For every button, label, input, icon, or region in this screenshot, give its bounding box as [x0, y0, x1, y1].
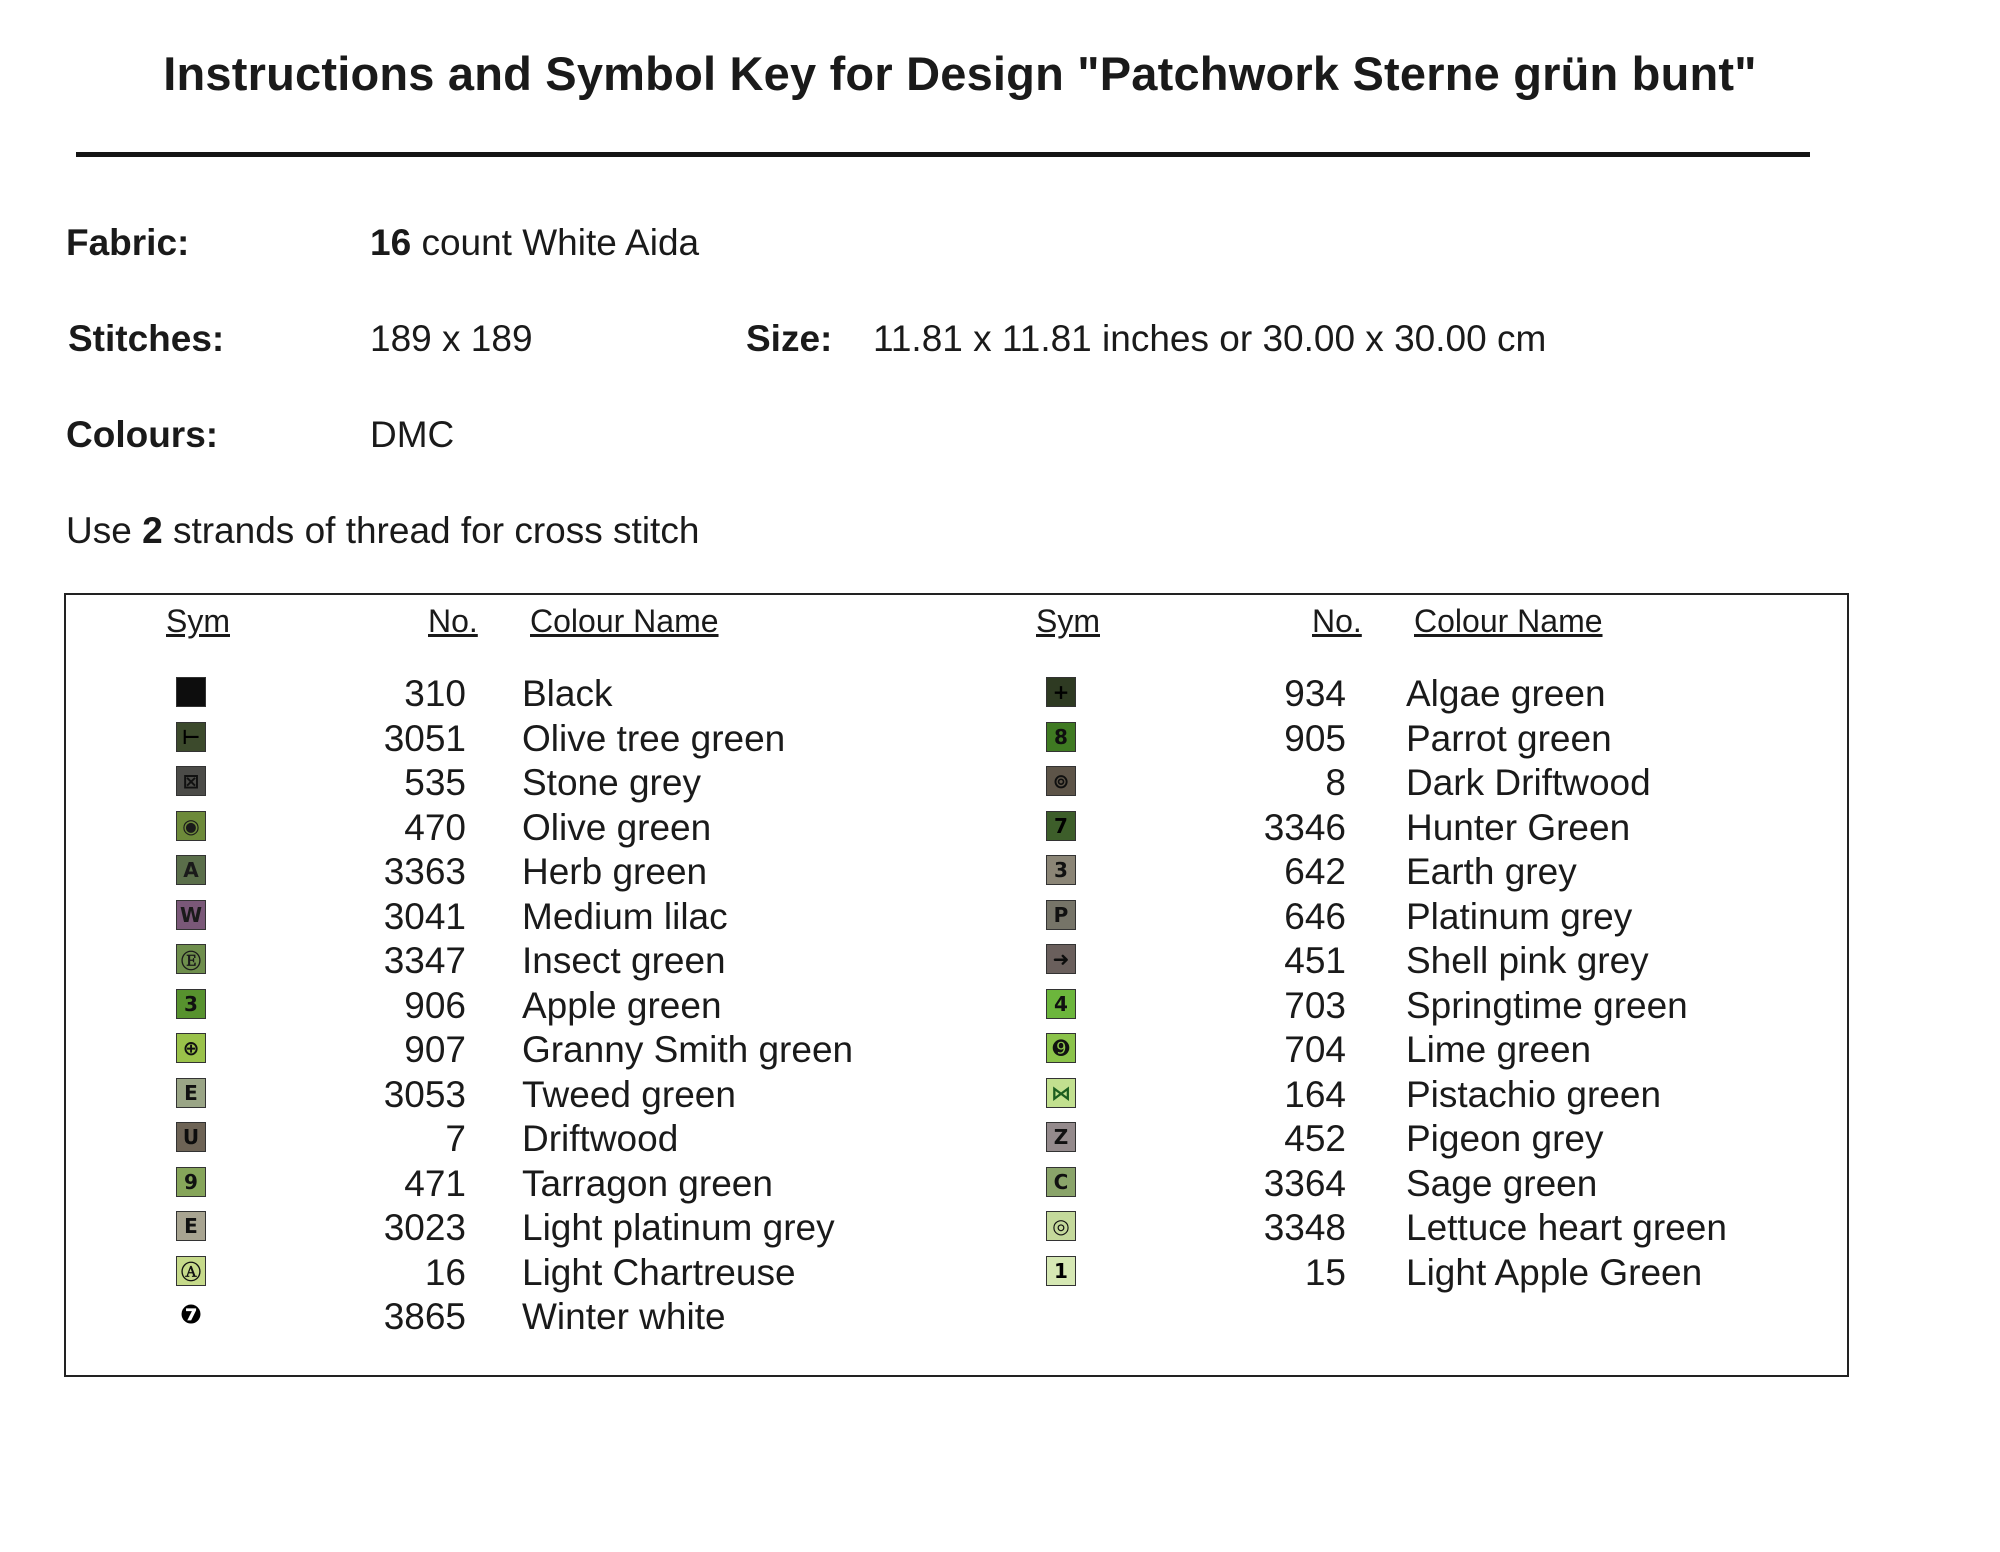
dmc-number: 3053 [383, 1073, 466, 1115]
dmc-number: 3363 [383, 851, 466, 892]
page-title: Instructions and Symbol Key for Design "Patchwork Sterne grün bunt" [163, 47, 1757, 100]
dmc-number: 3865 [383, 1296, 466, 1337]
circled-e-icon: Ⓔ [176, 944, 206, 974]
key-row [66, 762, 1847, 806]
key-row [66, 1074, 1847, 1118]
title-divider [76, 152, 1810, 157]
colour-name: Shell pink grey [1406, 940, 1649, 981]
colour-name: Pistachio green [1406, 1073, 1662, 1115]
colour-name: Driftwood [522, 1118, 679, 1159]
fabric-value [370, 222, 699, 264]
header-name-left: Colour Name [530, 603, 719, 639]
dmc-number: 906 [404, 984, 466, 1026]
key-row [66, 985, 1847, 1029]
header-name-right: Colour Name [1414, 603, 1603, 639]
header-no-left: No. [428, 603, 478, 639]
colour-name: Light Apple Green [1406, 1251, 1703, 1293]
colour-name: Light platinum grey [522, 1207, 835, 1248]
header-no-right: No. [1312, 603, 1362, 639]
strands-count: 2 [142, 510, 163, 551]
bullseye-icon: ◎ [1046, 1211, 1076, 1241]
letter-e-icon: E [176, 1078, 206, 1108]
colour-name: Olive green [522, 806, 712, 848]
dmc-number: 3041 [383, 895, 466, 937]
dmc-number: 907 [404, 1029, 466, 1070]
colour-name: Light Chartreuse [522, 1251, 796, 1293]
colour-name: Herb green [522, 851, 708, 892]
key-row [66, 1252, 1847, 1296]
size-label: Size: [746, 318, 833, 359]
colour-name: Winter white [522, 1296, 726, 1337]
dmc-number: 3346 [1263, 806, 1346, 848]
dmc-number: 8 [1325, 762, 1346, 803]
dmc-number: 471 [404, 1162, 466, 1204]
key-row [66, 1207, 1847, 1251]
dmc-number: 704 [1284, 1029, 1346, 1070]
colour-name: Earth grey [1406, 851, 1577, 892]
header-sym-left: Sym [166, 603, 230, 639]
circled-nine-icon: ➒ [1046, 1033, 1076, 1063]
boxed-e-icon: E [176, 1211, 206, 1241]
circled-a-icon: Ⓐ [176, 1256, 206, 1286]
fabric-count: 16 [370, 222, 412, 263]
digit-eight-icon: 8 [1046, 722, 1076, 752]
key-row [66, 940, 1847, 984]
dmc-number: 451 [1284, 940, 1346, 981]
key-row [66, 673, 1847, 717]
letter-p-icon: P [1046, 900, 1076, 930]
colour-name: Insect green [522, 940, 726, 981]
dmc-number: 310 [404, 673, 466, 714]
colour-name: Springtime green [1406, 984, 1688, 1026]
dmc-number: 7 [445, 1118, 466, 1159]
colour-name: Tweed green [522, 1073, 736, 1115]
digit-four-icon: 4 [1046, 989, 1076, 1019]
letter-a-icon: A [176, 855, 206, 885]
digit-seven-icon: 7 [1046, 811, 1076, 841]
colour-name: Olive tree green [522, 717, 786, 759]
colour-name: Lime green [1406, 1029, 1592, 1070]
colours-value: DMC [370, 414, 455, 455]
tee-icon: ⊢ [176, 722, 206, 752]
colour-name: Tarragon green [522, 1162, 773, 1204]
fabric-label: Fabric: [66, 222, 190, 263]
colour-name: Lettuce heart green [1406, 1207, 1727, 1248]
letter-z-icon: Z [1046, 1122, 1076, 1152]
digit-one-icon: 1 [1046, 1256, 1076, 1286]
colour-name: Granny Smith green [522, 1029, 854, 1070]
strands-instruction [66, 510, 699, 552]
key-row [66, 807, 1847, 851]
dmc-number: 164 [1284, 1073, 1346, 1115]
colour-name: Dark Driftwood [1406, 762, 1651, 803]
letter-w-icon: W [176, 900, 206, 930]
boxed-x-icon: ⊠ [176, 766, 206, 796]
dmc-number: 3051 [383, 717, 466, 759]
key-row [66, 1296, 1847, 1340]
dmc-number: 646 [1284, 895, 1346, 937]
plus-box-icon: ⊕ [176, 1033, 206, 1063]
circled-seven-icon: ❼ [176, 1300, 206, 1330]
key-row [66, 896, 1847, 940]
dmc-number: 642 [1284, 851, 1346, 892]
colour-name: Hunter Green [1406, 806, 1631, 848]
dmc-number: 452 [1284, 1118, 1346, 1159]
dmc-number: 3023 [383, 1207, 466, 1248]
dmc-number: 3348 [1263, 1207, 1346, 1248]
colour-name: Pigeon grey [1406, 1118, 1604, 1159]
colour-name: Medium lilac [522, 895, 728, 937]
dmc-number: 3347 [383, 940, 466, 981]
digit-three-icon: 3 [176, 989, 206, 1019]
bowtie-icon: ⋈ [1046, 1078, 1076, 1108]
strands-prefix: Use [66, 510, 132, 551]
fabric-text: count White Aida [421, 222, 700, 263]
boxed-three-icon: 3 [1046, 855, 1076, 885]
dmc-number: 3364 [1263, 1162, 1346, 1204]
key-row [66, 851, 1847, 895]
dmc-number: 16 [424, 1251, 466, 1293]
ring-icon: ⊚ [1046, 766, 1076, 796]
stitches-label: Stitches: [68, 318, 225, 359]
dmc-number: 470 [404, 806, 466, 848]
letter-u-icon: U [176, 1122, 206, 1152]
strands-suffix: strands of thread for cross stitch [172, 510, 700, 551]
colour-name: Black [522, 673, 613, 714]
dmc-number: 905 [1284, 717, 1346, 759]
colour-name: Sage green [1406, 1162, 1598, 1204]
digit-nine-icon: 9 [176, 1167, 206, 1197]
dmc-number: 703 [1284, 984, 1346, 1026]
dmc-number: 15 [1304, 1251, 1346, 1293]
letter-c-icon: C [1046, 1167, 1076, 1197]
symbol-key-table [64, 593, 1849, 1377]
dmc-number: 535 [404, 762, 466, 803]
key-row [66, 1029, 1847, 1073]
colour-name: Platinum grey [1406, 895, 1633, 937]
key-row [66, 718, 1847, 762]
dmc-number: 934 [1284, 673, 1346, 714]
plus-icon: + [1046, 677, 1076, 707]
colour-name: Parrot green [1406, 717, 1612, 759]
arrow-right-icon: ➜ [1046, 944, 1076, 974]
size-value: 11.81 x 11.81 inches or 30.00 x 30.00 cm [873, 318, 1547, 359]
header-sym-right: Sym [1036, 603, 1100, 639]
colours-label: Colours: [66, 414, 219, 455]
key-row [66, 1118, 1847, 1162]
colour-name: Algae green [1406, 673, 1606, 714]
colour-name: Stone grey [522, 762, 701, 803]
colour-name: Apple green [522, 984, 722, 1026]
key-row [66, 1163, 1847, 1207]
stitches-value: 189 x 189 [370, 318, 533, 359]
circle-dot-icon: ◉ [176, 811, 206, 841]
